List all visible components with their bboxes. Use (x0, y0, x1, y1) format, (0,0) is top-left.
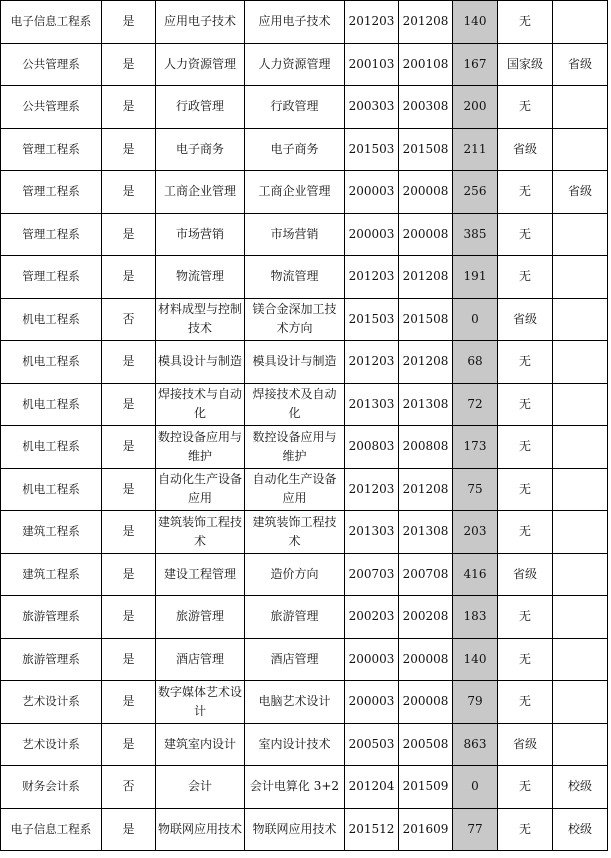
table-row (1, 298, 608, 341)
end-date-cell: 200008 (399, 213, 453, 256)
flag-cell: 否 (102, 298, 156, 341)
department-cell: 管理工程系 (1, 128, 102, 171)
major-cell: 数控设备应用与维护 (156, 426, 245, 469)
direction-cell: 酒店管理 (245, 638, 345, 681)
flag-cell: 是 (102, 383, 156, 426)
end-date-cell: 200008 (399, 171, 453, 214)
level-cell: 省级 (498, 553, 553, 596)
direction-cell: 会计电算化 3+2 (245, 766, 345, 809)
table-row (1, 468, 608, 511)
level-cell: 省级 (498, 723, 553, 766)
table-row (1, 596, 608, 639)
extra-level-cell (553, 638, 608, 681)
end-date-cell: 200208 (399, 596, 453, 639)
count-cell: 72 (453, 383, 498, 426)
count-cell: 863 (453, 723, 498, 766)
start-date-cell: 201204 (345, 766, 399, 809)
start-date-cell: 201512 (345, 808, 399, 851)
extra-level-cell (553, 341, 608, 384)
count-cell: 203 (453, 511, 498, 554)
extra-level-cell (553, 723, 608, 766)
end-date-cell: 200508 (399, 723, 453, 766)
extra-level-cell: 校级 (553, 808, 608, 851)
end-date-cell: 201508 (399, 128, 453, 171)
flag-cell: 是 (102, 638, 156, 681)
flag-cell: 是 (102, 723, 156, 766)
major-cell: 应用电子技术 (156, 1, 245, 44)
direction-cell: 人力资源管理 (245, 43, 345, 86)
start-date-cell: 200103 (345, 43, 399, 86)
department-cell: 电子信息工程系 (1, 1, 102, 44)
end-date-cell: 201208 (399, 1, 453, 44)
end-date-cell: 200108 (399, 43, 453, 86)
start-date-cell: 200503 (345, 723, 399, 766)
extra-level-cell (553, 1, 608, 44)
table-row (1, 1, 608, 44)
extra-level-cell (553, 128, 608, 171)
extra-level-cell (553, 511, 608, 554)
start-date-cell: 200003 (345, 171, 399, 214)
major-cell: 焊接技术与自动化 (156, 383, 245, 426)
level-cell: 无 (498, 468, 553, 511)
start-date-cell: 200203 (345, 596, 399, 639)
extra-level-cell: 省级 (553, 171, 608, 214)
flag-cell: 是 (102, 43, 156, 86)
start-date-cell: 201503 (345, 298, 399, 341)
start-date-cell: 200003 (345, 213, 399, 256)
direction-cell: 旅游管理 (245, 596, 345, 639)
extra-level-cell: 校级 (553, 766, 608, 809)
end-date-cell: 200708 (399, 553, 453, 596)
end-date-cell: 201508 (399, 298, 453, 341)
start-date-cell: 201303 (345, 511, 399, 554)
level-cell: 无 (498, 383, 553, 426)
direction-cell: 物流管理 (245, 256, 345, 299)
flag-cell: 是 (102, 426, 156, 469)
count-cell: 79 (453, 681, 498, 724)
level-cell: 无 (498, 213, 553, 256)
level-cell: 无 (498, 596, 553, 639)
start-date-cell: 200303 (345, 86, 399, 129)
level-cell: 无 (498, 638, 553, 681)
department-cell: 公共管理系 (1, 86, 102, 129)
count-cell: 200 (453, 86, 498, 129)
flag-cell: 是 (102, 808, 156, 851)
extra-level-cell (553, 256, 608, 299)
department-cell: 机电工程系 (1, 298, 102, 341)
department-cell: 公共管理系 (1, 43, 102, 86)
table-row (1, 256, 608, 299)
flag-cell: 是 (102, 341, 156, 384)
level-cell: 无 (498, 256, 553, 299)
start-date-cell: 201203 (345, 256, 399, 299)
level-cell: 国家级 (498, 43, 553, 86)
level-cell: 无 (498, 511, 553, 554)
table-row (1, 213, 608, 256)
direction-cell: 室内设计技术 (245, 723, 345, 766)
count-cell: 140 (453, 638, 498, 681)
direction-cell: 行政管理 (245, 86, 345, 129)
direction-cell: 模具设计与制造 (245, 341, 345, 384)
extra-level-cell (553, 681, 608, 724)
table-row (1, 511, 608, 554)
level-cell: 无 (498, 1, 553, 44)
department-cell: 建筑工程系 (1, 553, 102, 596)
major-cell: 建筑室内设计 (156, 723, 245, 766)
flag-cell: 是 (102, 128, 156, 171)
direction-cell: 应用电子技术 (245, 1, 345, 44)
start-date-cell: 200003 (345, 681, 399, 724)
table-row (1, 171, 608, 214)
count-cell: 173 (453, 426, 498, 469)
count-cell: 191 (453, 256, 498, 299)
major-cell: 模具设计与制造 (156, 341, 245, 384)
department-cell: 旅游管理系 (1, 596, 102, 639)
major-cell: 旅游管理 (156, 596, 245, 639)
direction-cell: 建筑装饰工程技术 (245, 511, 345, 554)
table-row (1, 128, 608, 171)
start-date-cell: 201303 (345, 383, 399, 426)
end-date-cell: 200008 (399, 638, 453, 681)
flag-cell: 是 (102, 553, 156, 596)
major-cell: 物流管理 (156, 256, 245, 299)
major-cell: 人力资源管理 (156, 43, 245, 86)
direction-cell: 工商企业管理 (245, 171, 345, 214)
direction-cell: 电脑艺术设计 (245, 681, 345, 724)
department-cell: 艺术设计系 (1, 723, 102, 766)
end-date-cell: 200308 (399, 86, 453, 129)
count-cell: 416 (453, 553, 498, 596)
start-date-cell: 201203 (345, 1, 399, 44)
direction-cell: 电子商务 (245, 128, 345, 171)
extra-level-cell (553, 86, 608, 129)
department-cell: 艺术设计系 (1, 681, 102, 724)
flag-cell: 否 (102, 766, 156, 809)
department-cell: 管理工程系 (1, 171, 102, 214)
extra-level-cell (553, 468, 608, 511)
level-cell: 无 (498, 426, 553, 469)
level-cell: 无 (498, 341, 553, 384)
level-cell: 无 (498, 681, 553, 724)
extra-level-cell (553, 383, 608, 426)
end-date-cell: 201208 (399, 468, 453, 511)
table-row (1, 681, 608, 724)
flag-cell: 是 (102, 213, 156, 256)
direction-cell: 自动化生产设备应用 (245, 468, 345, 511)
table-row (1, 553, 608, 596)
table-row (1, 341, 608, 384)
end-date-cell: 201208 (399, 256, 453, 299)
flag-cell: 是 (102, 468, 156, 511)
end-date-cell: 201308 (399, 383, 453, 426)
major-cell: 建设工程管理 (156, 553, 245, 596)
flag-cell: 是 (102, 256, 156, 299)
table-row (1, 808, 608, 851)
flag-cell: 是 (102, 681, 156, 724)
flag-cell: 是 (102, 511, 156, 554)
department-cell: 管理工程系 (1, 213, 102, 256)
department-cell: 电子信息工程系 (1, 808, 102, 851)
end-date-cell: 201609 (399, 808, 453, 851)
major-cell: 材料成型与控制技术 (156, 298, 245, 341)
count-cell: 77 (453, 808, 498, 851)
major-cell: 电子商务 (156, 128, 245, 171)
direction-cell: 数控设备应用与维护 (245, 426, 345, 469)
table-row (1, 638, 608, 681)
department-cell: 财务会计系 (1, 766, 102, 809)
table-row (1, 426, 608, 469)
count-cell: 183 (453, 596, 498, 639)
extra-level-cell (553, 553, 608, 596)
major-cell: 自动化生产设备应用 (156, 468, 245, 511)
major-cell: 数字媒体艺术设计 (156, 681, 245, 724)
count-cell: 0 (453, 298, 498, 341)
table-row (1, 383, 608, 426)
count-cell: 256 (453, 171, 498, 214)
level-cell: 无 (498, 171, 553, 214)
start-date-cell: 200003 (345, 638, 399, 681)
extra-level-cell (553, 596, 608, 639)
start-date-cell: 200703 (345, 553, 399, 596)
direction-cell: 镁合金深加工技术方向 (245, 298, 345, 341)
department-cell: 机电工程系 (1, 341, 102, 384)
extra-level-cell (553, 213, 608, 256)
table-row (1, 723, 608, 766)
start-date-cell: 201503 (345, 128, 399, 171)
flag-cell: 是 (102, 596, 156, 639)
start-date-cell: 201203 (345, 341, 399, 384)
flag-cell: 是 (102, 86, 156, 129)
major-cell: 酒店管理 (156, 638, 245, 681)
direction-cell: 市场营销 (245, 213, 345, 256)
direction-cell: 焊接技术及自动化 (245, 383, 345, 426)
end-date-cell: 201208 (399, 341, 453, 384)
department-cell: 旅游管理系 (1, 638, 102, 681)
level-cell: 无 (498, 766, 553, 809)
table-row (1, 43, 608, 86)
extra-level-cell: 省级 (553, 43, 608, 86)
count-cell: 140 (453, 1, 498, 44)
end-date-cell: 201509 (399, 766, 453, 809)
major-cell: 建筑装饰工程技术 (156, 511, 245, 554)
level-cell: 省级 (498, 298, 553, 341)
department-cell: 机电工程系 (1, 468, 102, 511)
level-cell: 省级 (498, 128, 553, 171)
flag-cell: 是 (102, 1, 156, 44)
count-cell: 68 (453, 341, 498, 384)
level-cell: 无 (498, 86, 553, 129)
table-row (1, 766, 608, 809)
major-cell: 物联网应用技术 (156, 808, 245, 851)
direction-cell: 造价方向 (245, 553, 345, 596)
count-cell: 385 (453, 213, 498, 256)
end-date-cell: 201308 (399, 511, 453, 554)
department-cell: 机电工程系 (1, 383, 102, 426)
major-cell: 市场营销 (156, 213, 245, 256)
direction-cell: 物联网应用技术 (245, 808, 345, 851)
table-row (1, 86, 608, 129)
major-cell: 行政管理 (156, 86, 245, 129)
major-cell: 工商企业管理 (156, 171, 245, 214)
count-cell: 75 (453, 468, 498, 511)
flag-cell: 是 (102, 171, 156, 214)
count-cell: 0 (453, 766, 498, 809)
count-cell: 211 (453, 128, 498, 171)
start-date-cell: 200803 (345, 426, 399, 469)
level-cell: 无 (498, 808, 553, 851)
end-date-cell: 200008 (399, 681, 453, 724)
start-date-cell: 201203 (345, 468, 399, 511)
department-cell: 管理工程系 (1, 256, 102, 299)
department-cell: 建筑工程系 (1, 511, 102, 554)
end-date-cell: 200808 (399, 426, 453, 469)
extra-level-cell (553, 426, 608, 469)
count-cell: 167 (453, 43, 498, 86)
major-cell: 会计 (156, 766, 245, 809)
extra-level-cell (553, 298, 608, 341)
department-cell: 机电工程系 (1, 426, 102, 469)
